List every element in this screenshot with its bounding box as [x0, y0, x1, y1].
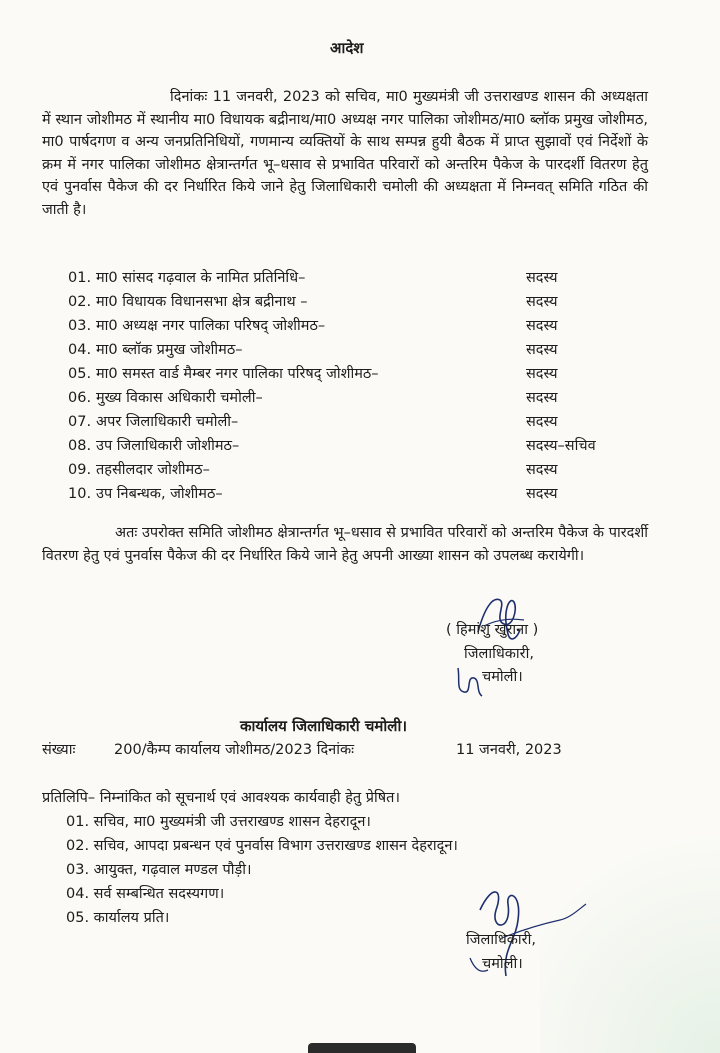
member-role: सदस्य: [526, 294, 558, 310]
order-paragraph-2: [42, 522, 648, 567]
member-name: मा0 विधायक विधानसभा क्षेत्र बद्रीनाथ –: [96, 294, 308, 310]
member-number: 10.: [68, 486, 92, 502]
member-role: सदस्य: [526, 486, 558, 502]
reference-number: 200/कैम्प कार्यालय जोशीमठ/2023 दिनांकः: [114, 742, 355, 758]
member-role: सदस्य–सचिव: [526, 438, 596, 454]
member-number: 01.: [68, 270, 92, 286]
member-number: 08.: [68, 438, 92, 454]
reference-date: 11 जनवरी, 2023: [456, 742, 562, 758]
member-number: 09.: [68, 462, 92, 478]
member-role: सदस्य: [526, 366, 558, 382]
member-number: 03.: [68, 318, 92, 334]
member-name: तहसीलदार जोशीमठ–: [96, 462, 210, 478]
member-number: 04.: [68, 342, 92, 358]
member-role: सदस्य: [526, 414, 558, 430]
signatory-name: ( हिमांशु खुराना ): [446, 622, 539, 638]
signatory-designation: जिलाधिकारी,: [464, 646, 534, 662]
copy-item: 05. कार्यालय प्रति।: [66, 910, 170, 926]
member-role: सदस्य: [526, 390, 558, 406]
bottom-handle-bar: [308, 1043, 416, 1053]
member-name: मुख्य विकास अधिकारी चमोली–: [96, 390, 263, 406]
paragraph-1-text: दिनांकः 11 जनवरी, 2023 को सचिव, मा0 मुख्यमंत्री जी उत्तराखण्ड शासन की अध्यक्षता में स्थान जोशीमठ में स्थानीय मा0 विधायक बद्रीनाथ/मा0 अध्यक्ष नगर पालिका जोशीमठ/मा0 ब्लॉक प्रमुख जोशीमठ, मा0 पार्षदगण व अन्य जनप्रतिनिधियों, गणमान्य व्यक्तियों के साथ सम्पन्न हुयी बैठक में प्राप्त सुझावों एवं निर्देशों के क्रम में नगर पालिका जोशीमठ क्षेत्रान्तर्गत भू–धसाव से प्रभावित परिवारों को अन्तरिम पैकेज के पारदर्शी वितरण हेतु एवं पुनर्वास पैकेज की दर निर्धारित किये जाने हेतु जिलाधिकारी चमोली की अध्यक्षता में निम्नवत् समिति गठित की जाती है।: [42, 89, 648, 218]
member-number: 06.: [68, 390, 92, 406]
copy-intro: प्रतिलिपि– निम्नांकित को सूचनार्थ एवं आवश्यक कार्यवाही हेतु प्रेषित।: [42, 790, 400, 806]
member-name: मा0 अध्यक्ष नगर पालिका परिषद् जोशीमठ–: [96, 318, 326, 334]
member-name: अपर जिलाधिकारी चमोली–: [96, 414, 239, 430]
signatory-designation-2: जिलाधिकारी,: [466, 932, 536, 948]
copy-item: 02. सचिव, आपदा प्रबन्धन एवं पुनर्वास विभाग उत्तराखण्ड शासन देहरादून।: [66, 838, 458, 854]
copy-item: 04. सर्व सम्बन्धित सदस्यगण।: [66, 886, 225, 902]
member-number: 07.: [68, 414, 92, 430]
initials-scribble-icon: [452, 662, 488, 702]
reference-number-label: संख्याः: [42, 742, 76, 758]
signatory-place: चमोली।: [482, 669, 523, 685]
member-role: सदस्य: [526, 270, 558, 286]
member-role: सदस्य: [526, 342, 558, 358]
member-name: मा0 ब्लॉक प्रमुख जोशीमठ–: [96, 342, 243, 358]
member-role: सदस्य: [526, 462, 558, 478]
member-name: उप निबन्धक, जोशीमठ–: [96, 486, 223, 502]
member-role: सदस्य: [526, 318, 558, 334]
signatory-place-2: चमोली।: [482, 956, 523, 972]
copy-item: 01. सचिव, मा0 मुख्यमंत्री जी उत्तराखण्ड शासन देहरादून।: [66, 814, 371, 830]
member-name: उप जिलाधिकारी जोशीमठ–: [96, 438, 240, 454]
member-name: मा0 सांसद गढ़वाल के नामित प्रतिनिधि–: [96, 270, 306, 286]
member-number: 05.: [68, 366, 92, 382]
paragraph-2-text: अतः उपरोक्त समिति जोशीमठ क्षेत्रान्तर्गत भू–धसाव से प्रभावित परिवारों को अन्तरिम पैकेज के पारदर्शी वितरण हेतु एवं पुनर्वास पैकेज की दर निर्धारित किये जाने हेतु अपनी आख्या शासन को उपलब्ध करायेगी।: [42, 525, 648, 564]
office-heading: कार्यालय जिलाधिकारी चमोली।: [240, 717, 408, 735]
copy-item: 03. आयुक्त, गढ़वाल मण्डल पौड़ी।: [66, 862, 252, 878]
order-paragraph-1: [42, 86, 648, 221]
member-number: 02.: [68, 294, 92, 310]
member-name: मा0 समस्त वार्ड मैम्बर नगर पालिका परिषद् जोशीमठ–: [96, 366, 379, 382]
document-title: आदेश: [330, 39, 364, 57]
